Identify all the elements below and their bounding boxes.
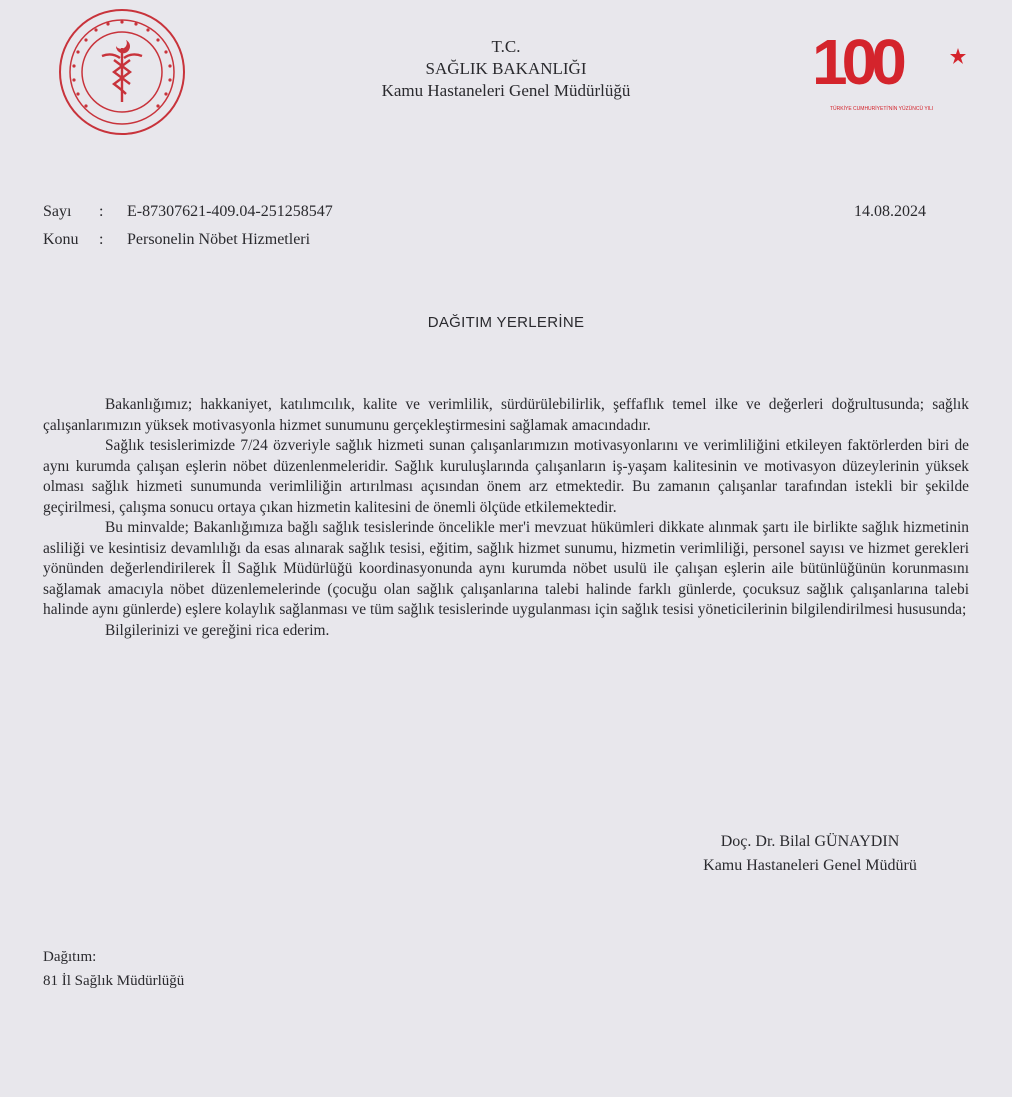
- meta-konu: [43, 231, 310, 249]
- distribution-label: Dağıtım:: [43, 949, 97, 965]
- paragraph-2: Sağlık tesislerimizde 7/24 özveriyle sağlık hizmeti sunan çalışanlarımızın motivasyonlarını ve verimliliğini etkileyen faktörlerden biri de aynı kurumda çalışan eşlerin nöbet düzenlenmeleridir. Sağlık kuruluşlarında çalışanların iş-yaşam kalitesinin ve motivasyon düzeylerinin yüksek olması sağlık hizmeti sunumunda verimliliğin artırılması açısından önem arz etmektedir. Bu zamanın çalışanlar tarafından istekli bir şekilde geçirilmesi, çalışma sonucu ortaya çıkan hizmetin kalitesini de önemli ölçüde etkilemektedir.: [43, 437, 969, 516]
- konu-colon: :: [99, 231, 104, 248]
- document-date: 14.08.2024: [854, 203, 926, 220]
- centennial-logo-icon: [808, 18, 978, 118]
- header-line-tc: T.C.: [491, 37, 521, 56]
- signature-block: [640, 830, 980, 878]
- header-line-ministry: SAĞLIK BAKANLIĞI: [425, 59, 587, 78]
- distribution-item: 81 İl Sağlık Müdürlüğü: [43, 973, 185, 989]
- sayi-label: Sayı: [43, 203, 72, 220]
- svg-text:TÜRKİYE CUMHURİYETİ'NİN YÜZÜNC: TÜRKİYE CUMHURİYETİ'NİN YÜZÜNCÜ YILI: [830, 106, 934, 112]
- konu-value: Personelin Nöbet Hizmetleri: [127, 231, 311, 248]
- signatory-title: Kamu Hastaneleri Genel Müdürü: [703, 857, 917, 874]
- svg-text:100: 100: [812, 26, 901, 98]
- paragraph-4: Bilgilerinizi ve gereğini rica ederim.: [105, 621, 330, 639]
- distribution-heading: DAĞITIM YERLERİNE: [427, 314, 585, 331]
- sayi-value: E-87307621-409.04-251258547: [127, 203, 333, 220]
- paragraph-1: Bakanlığımız; hakkaniyet, katılımcılık, kalite ve verimlilik, sürdürülebilirlik, şeffaflık temel ilke ve değerleri doğrultusunda; sağlık çalışanlarımızın yüksek motivasyonla hizmet sunumunu gerçekleştirmesini sağlamak amacındadır.: [43, 396, 969, 434]
- sayi-colon: :: [99, 203, 104, 220]
- konu-label: Konu: [43, 231, 79, 248]
- letter-body: [43, 395, 969, 641]
- distribution-block: [43, 945, 184, 993]
- header-line-directorate: Kamu Hastaneleri Genel Müdürlüğü: [381, 81, 631, 100]
- signatory-name: Doç. Dr. Bilal GÜNAYDIN: [720, 833, 900, 850]
- paragraph-3: Bu minvalde; Bakanlığımıza bağlı sağlık tesislerinde öncelikle mer'i mevzuat hükümleri dikkate alınmak şartı ile birlikte sağlık hizmetinin asliliği ve kesintisiz devamlılığı da esas alınarak sağlık tesisi, eğitim, sağlık hizmet sunumu, hizmetin verimliliği, personel sayısı ve hizmet gerekleri yönünden değerlendirilerek İl Sağlık Müdürlüğü koordinasyonunda aynı kurumda nöbet usulü ile çalışan eşlerin aile bütünlüğünün korunmasını sağlamak amacıyla nöbet düzenlemelerinde (çocuğu olan sağlık çalışanlarına talebi halinde farklı günlerde, çocuksuz sağlık çalışanlarına talebi halinde aynı günlerde) eşlere kolaylık sağlanması ve tüm sağlık tesislerinde uygulanması için sağlık tesisi yöneticilerinin bilgilendirilmesi hususunda;: [43, 519, 969, 618]
- meta-sayi: [43, 203, 333, 221]
